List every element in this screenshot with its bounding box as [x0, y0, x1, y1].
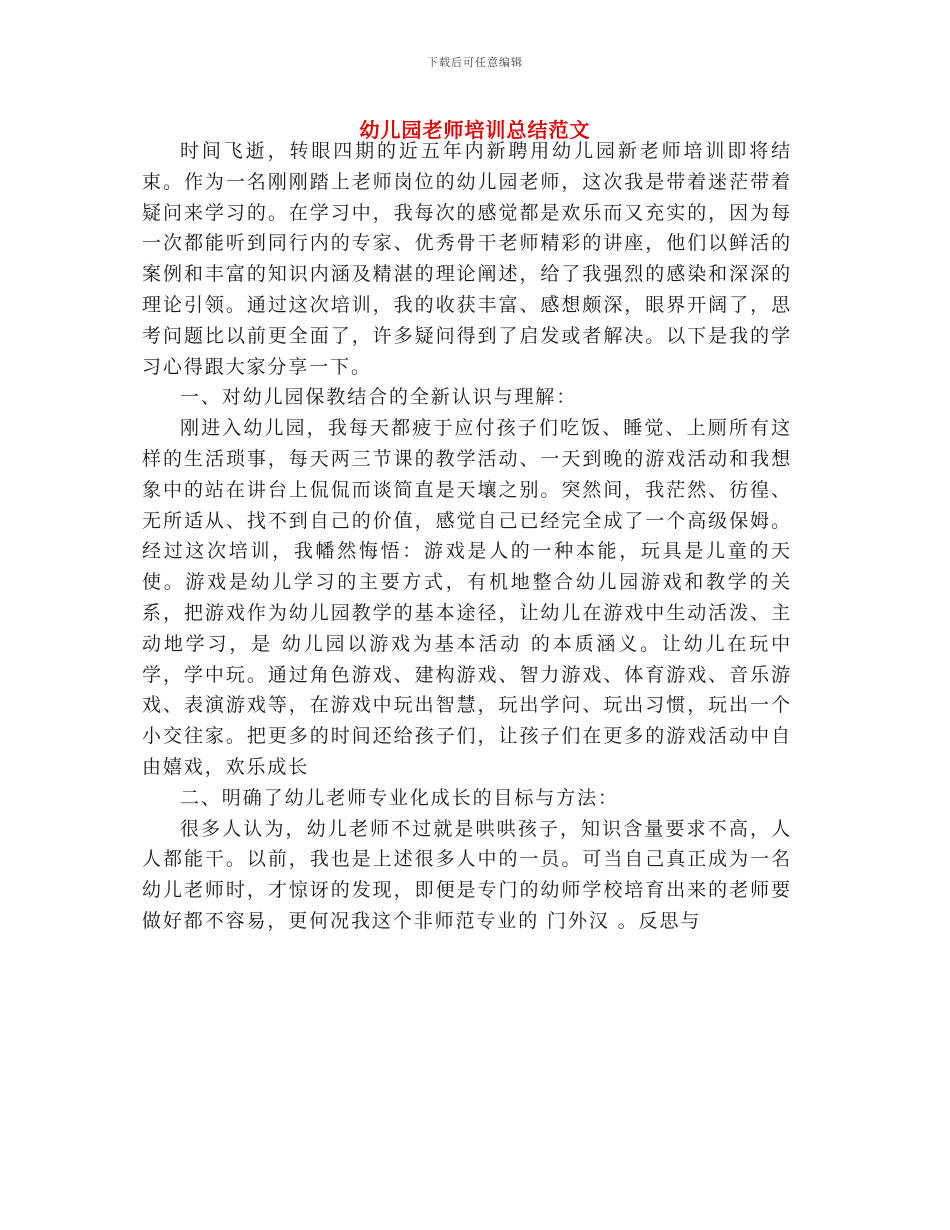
document-title: 幼儿园老师培训总结范文 [359, 118, 591, 142]
paragraph-section-1: 刚进入幼儿园，我每天都疲于应付孩子们吃饭、睡觉、上厕所有这样的生活琐事，每天两三节课的教学活动、一天到晚的游戏活动和我想象中的站在讲台上侃侃而谈简直是天壤之别。突然间，我茫然、彷徨、无所适从、找不到自己的价值，感觉自己已经完全成了一个高级保姆。经过这次培训，我幡然悔悟：游戏是人的一种本能，玩具是儿童的天使。游戏是幼儿学习的主要方式，有机地整合幼儿园游戏和教学的关系，把游戏作为幼儿园教学的基本途径，让幼儿在游戏中生动活泼、主动地学习，是 幼儿园以游戏为基本活动 的本质涵义。让幼儿在玩中学，学中玩。通过角色游戏、建构游戏、智力游戏、体育游戏、音乐游戏、表演游戏等，在游戏中玩出智慧，玩出学问、玩出习惯，玩出一个小交往家。把更多的时间还给孩子们，让孩子们在更多的游戏活动中自由嬉戏，欢乐成长 [142, 417, 792, 778]
section-heading-2: 二、明确了幼儿老师专业化成长的目标与方法： [180, 786, 619, 809]
document-body [142, 136, 792, 937]
section-heading-1: 一、对幼儿园保教结合的全新认识与理解： [180, 386, 578, 409]
paragraph-section-2: 很多人认为，幼儿老师不过就是哄哄孩子，知识含量要求不高，人人都能干。以前，我也是上述很多人中的一员。可当自己真正成为一名幼儿老师时，才惊讶的发现，即便是专门的幼师学校培育出来的老师要做好都不容易，更何况我这个非师范专业的 门外汉 。反思与 [142, 817, 792, 932]
header-note: 下载后可任意编辑 [427, 56, 523, 69]
paragraph-intro: 时间飞逝，转眼四期的近五年内新聘用幼儿园新老师培训即将结束。作为一名刚刚踏上老师岗位的幼儿园老师，这次我是带着迷茫带着疑问来学习的。在学习中，我每次的感觉都是欢乐而又充实的，因为每一次都能听到同行内的专家、优秀骨干老师精彩的讲座，他们以鲜活的案例和丰富的知识内涵及精湛的理论阐述，给了我强烈的感染和深深的理论引领。通过这次培训，我的收获丰富、感想颇深，眼界开阔了，思考问题比以前更全面了，许多疑问得到了启发或者解决。以下是我的学习心得跟大家分享一下。 [142, 140, 792, 378]
